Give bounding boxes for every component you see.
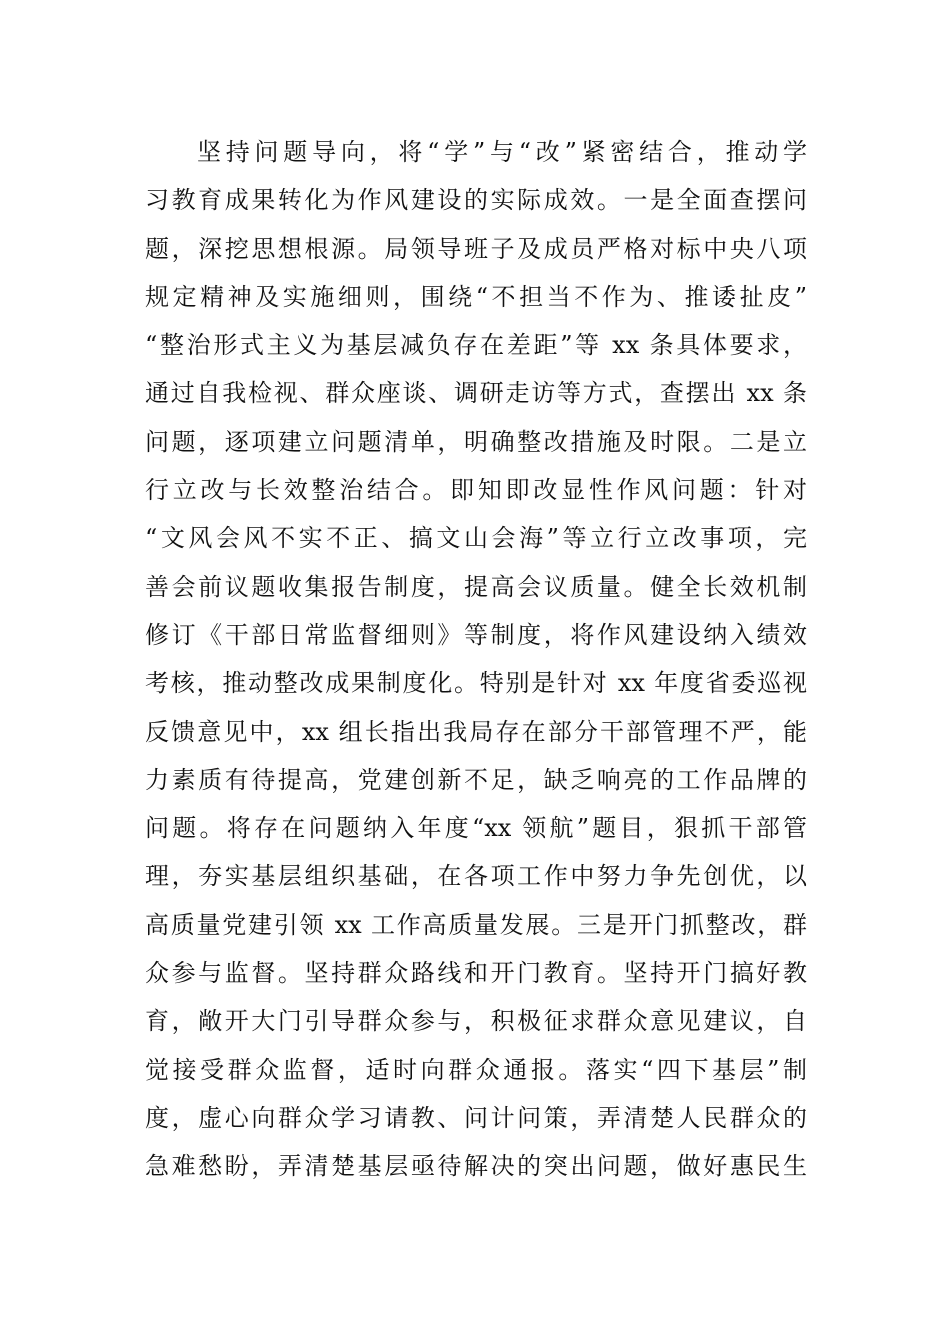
text-line: 问题。将存在问题纳入年度“xx 领航”题目，狠抓干部管 bbox=[145, 814, 807, 843]
text-line: 急难愁盼，弄清楚基层亟待解决的突出问题，做好惠民生 bbox=[145, 1152, 807, 1181]
text-line: 理，夯实基层组织基础，在各项工作中努力争先创优，以 bbox=[145, 862, 807, 891]
text-line: “文风会风不实不正、搞文山会海”等立行立改事项，完 bbox=[145, 524, 807, 553]
text-line: “整治形式主义为基层减负存在差距”等 xx 条具体要求， bbox=[145, 331, 807, 360]
text-line: 坚持问题导向，将“学”与“改”紧密结合，推动学 bbox=[197, 138, 807, 166]
text-line: 育，敞开大门引导群众参与，积极征求群众意见建议，自 bbox=[145, 1007, 807, 1036]
text-line: 修订《干部日常监督细则》等制度，将作风建设纳入绩效 bbox=[145, 620, 807, 649]
text-line: 规定精神及实施细则，围绕“不担当不作为、推诿扯皮” bbox=[145, 282, 807, 311]
body-paragraph bbox=[145, 128, 807, 1191]
text-line: 反馈意见中，xx 组长指出我局存在部分干部管理不严，能 bbox=[145, 717, 807, 746]
text-line: 高质量党建引领 xx 工作高质量发展。三是开门抓整改，群 bbox=[145, 910, 807, 939]
text-line: 善会前议题收集报告制度，提高会议质量。健全长效机制 bbox=[145, 572, 807, 601]
text-line: 行立改与长效整治结合。即知即改显性作风问题：针对 bbox=[145, 476, 807, 505]
text-line: 力素质有待提高，党建创新不足，缺乏响亮的工作品牌的 bbox=[145, 765, 807, 794]
text-line: 问题，逐项建立问题清单，明确整改措施及时限。二是立 bbox=[145, 427, 807, 456]
text-line: 众参与监督。坚持群众路线和开门教育。坚持开门搞好教 bbox=[145, 959, 807, 988]
text-line: 通过自我检视、群众座谈、调研走访等方式，查摆出 xx 条 bbox=[145, 379, 807, 408]
text-line: 考核，推动整改成果制度化。特别是针对 xx 年度省委巡视 bbox=[145, 669, 807, 698]
text-line: 觉接受群众监督，适时向群众通报。落实“四下基层”制 bbox=[145, 1055, 807, 1084]
text-line: 题，深挖思想根源。局领导班子及成员严格对标中央八项 bbox=[145, 234, 807, 263]
text-line: 习教育成果转化为作风建设的实际成效。一是全面查摆问 bbox=[145, 186, 807, 215]
text-line: 度，虚心向群众学习请教、问计问策，弄清楚人民群众的 bbox=[145, 1103, 807, 1132]
